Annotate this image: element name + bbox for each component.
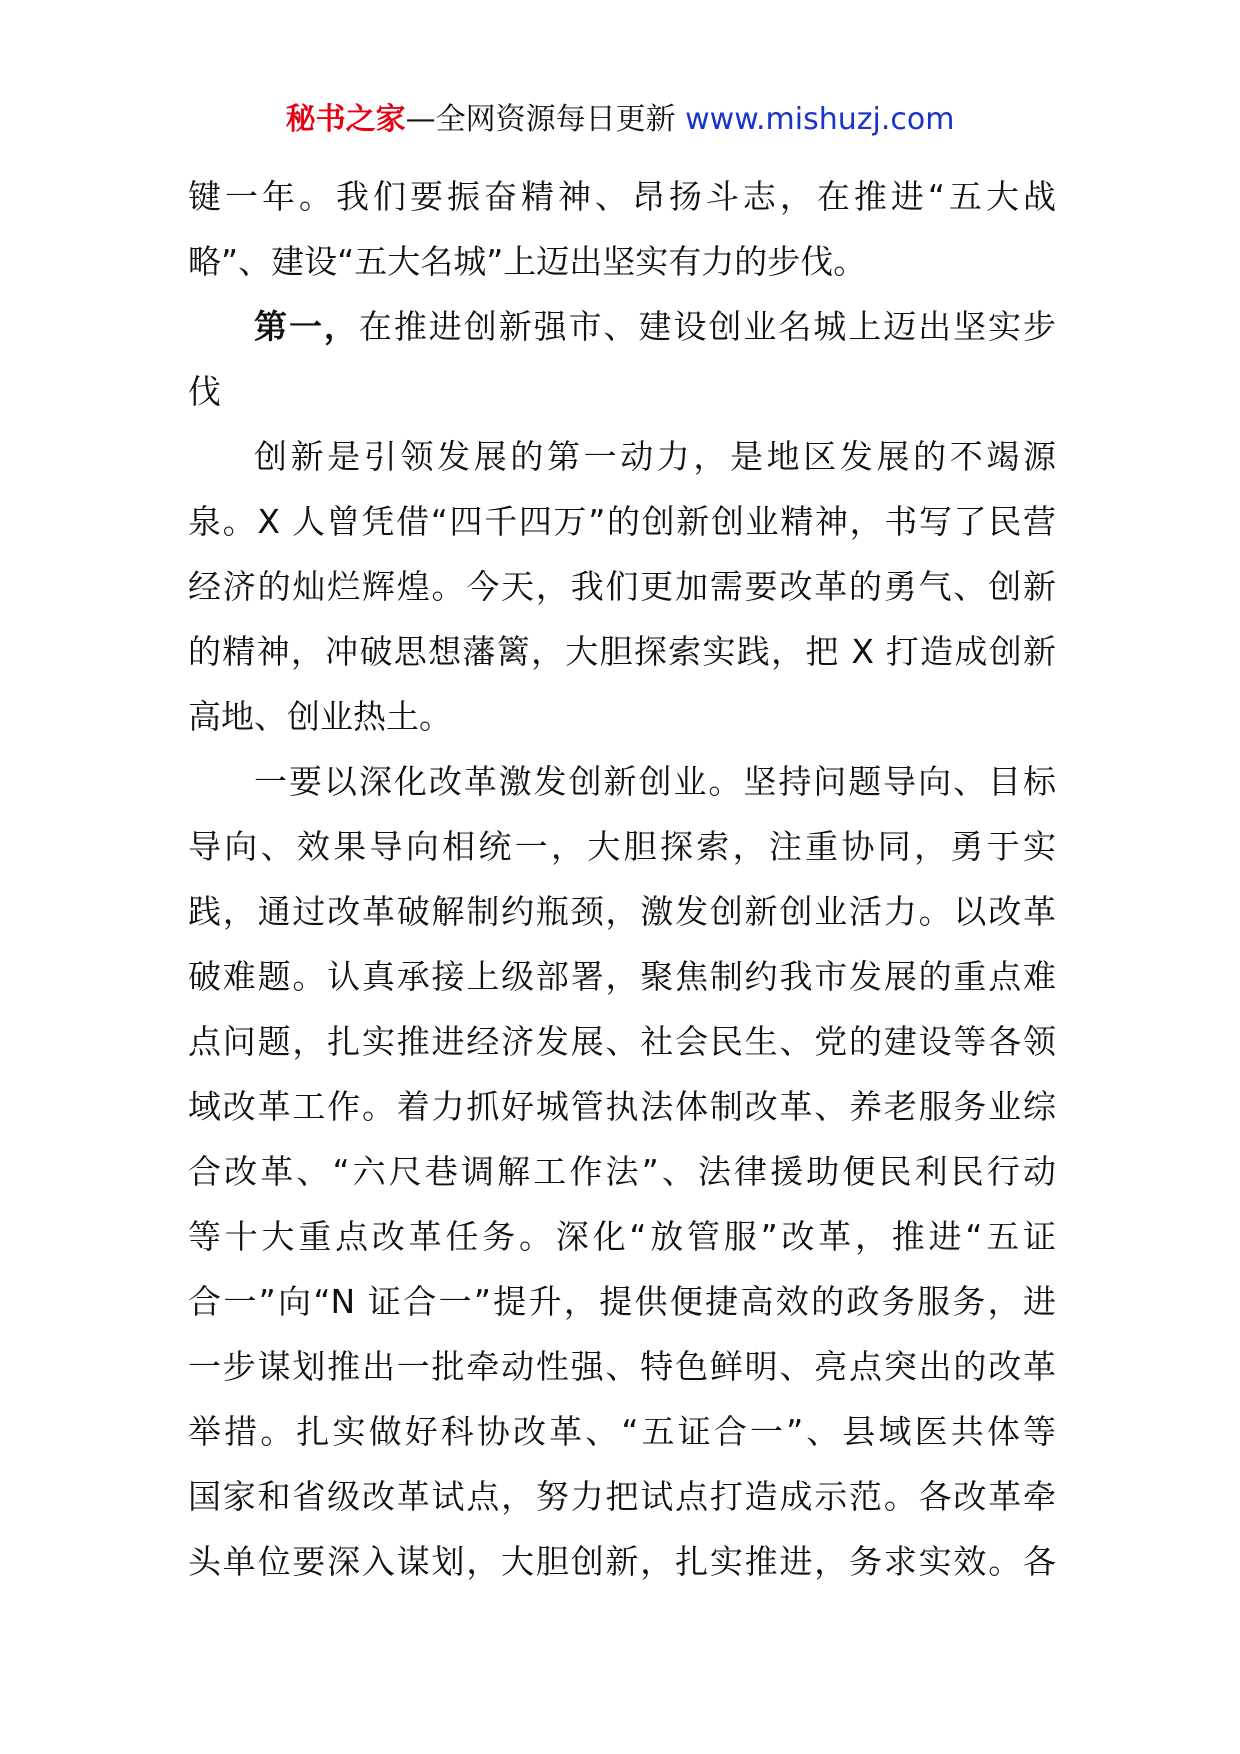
text-line: 高地、创业热土。 [188,697,452,736]
text-line: 略”、建设“五大名城”上迈出坚实有力的步伐。 [188,242,867,281]
document-body [188,164,1056,1594]
text-line: 合一”向“N 证合一”提升，提供便捷高效的政务服务，进 [188,1282,1056,1321]
text-line: 泉。X 人曾凭借“四千四万”的创新创业精神，书写了民营 [188,502,1056,541]
text-line: 等十大重点改革任务。深化“放管服”改革，推进“五证 [188,1217,1056,1256]
page-header [0,100,1240,140]
heading-text: 在推进创新强市、建设创业名城上迈出坚实步 [358,307,1057,346]
text-line: 域改革工作。着力抓好城管执法体制改革、养老服务业综 [188,1087,1056,1126]
text-line: 伐 [188,372,221,411]
text-line: 导向、效果导向相统一，大胆探索，注重协同，勇于实 [188,827,1056,866]
text-line: 一要以深化改革激发创新创业。坚持问题导向、目标 [254,762,1056,801]
text-line: 破难题。认真承接上级部署，聚焦制约我市发展的重点难 [188,957,1056,996]
brand-name: 秘书之家 [285,102,406,137]
header-tagline: —全网资源每日更新 [405,102,686,137]
text-line: 合改革、“六尺巷调解工作法”、法律援助便民利民行动 [188,1152,1056,1191]
text-line: 举措。扎实做好科协改革、“五证合一”、县域医共体等 [188,1412,1056,1451]
text-line: 一步谋划推出一批牵动性强、特色鲜明、亮点突出的改革 [188,1347,1056,1386]
text-line [188,294,1056,359]
text-line: 点问题，扎实推进经济发展、社会民生、党的建设等各领 [188,1022,1056,1061]
text-line: 头单位要深入谋划，大胆创新，扎实推进，务求实效。各 [188,1542,1056,1581]
text-line: 经济的灿烂辉煌。今天，我们更加需要改革的勇气、创新 [188,567,1056,606]
text-line: 键一年。我们要振奋精神、昂扬斗志，在推进“五大战 [188,177,1056,216]
text-line: 创新是引领发展的第一动力，是地区发展的不竭源 [254,437,1056,476]
heading-lead: 第一， [254,307,359,346]
site-url-link[interactable]: www.mishuzj.com [685,102,955,137]
text-line: 国家和省级改革试点，努力把试点打造成示范。各改革牵 [188,1477,1056,1516]
text-line: 践，通过改革破解制约瓶颈，激发创新创业活力。以改革 [188,892,1056,931]
text-line: 的精神，冲破思想藩篱，大胆探索实践，把 X 打造成创新 [188,632,1056,671]
